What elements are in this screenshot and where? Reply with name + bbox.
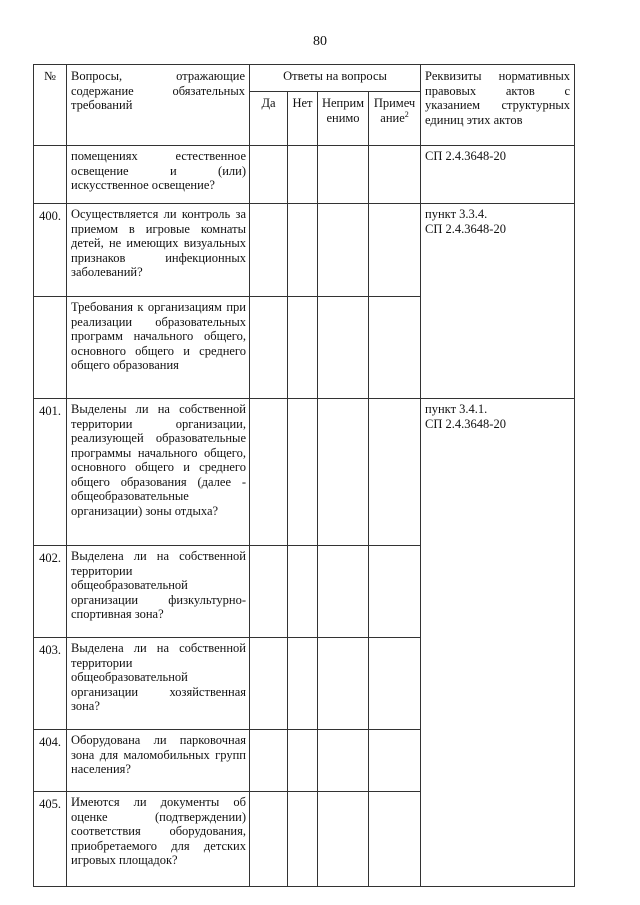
- answer-na-cell[interactable]: [318, 730, 369, 792]
- section-heading: Требования к организациям при реализации образовательных программ начального общего, основного общего и среднего общего образования: [67, 297, 250, 399]
- ref-point: пункт 3.4.1.: [425, 402, 488, 416]
- answer-yes-cell[interactable]: [250, 638, 288, 730]
- header-answers: Ответы на вопросы: [250, 65, 421, 92]
- answer-no-cell[interactable]: [288, 730, 318, 792]
- header-num: №: [34, 65, 67, 146]
- answer-na-cell[interactable]: [318, 638, 369, 730]
- row-number: [34, 297, 67, 399]
- row-question: Осуществляется ли контроль за приемом в игровые комнаты детей, не имеющих визуальных признаков инфекционных заболеваний?: [67, 204, 250, 297]
- header-questions: Вопросы, отражающие содержание обязательных требований: [67, 65, 250, 146]
- answer-na-cell[interactable]: [318, 146, 369, 204]
- answer-yes-cell[interactable]: [250, 792, 288, 887]
- answer-na-cell[interactable]: [318, 204, 369, 297]
- ref-point: пункт 3.3.4.: [425, 207, 488, 221]
- header-yes: Да: [250, 92, 288, 146]
- row-number: 403.: [34, 638, 67, 730]
- table-row: [34, 399, 575, 546]
- answer-note-cell[interactable]: [369, 546, 421, 638]
- row-number: 402.: [34, 546, 67, 638]
- requirements-table: [33, 64, 575, 887]
- ref-act: СП 2.4.3648-20: [425, 221, 506, 236]
- answer-note-cell: [369, 297, 421, 399]
- answer-note-cell[interactable]: [369, 204, 421, 297]
- header-note: [369, 92, 421, 146]
- row-number: 405.: [34, 792, 67, 887]
- answer-yes-cell[interactable]: [250, 730, 288, 792]
- answer-na-cell[interactable]: [318, 792, 369, 887]
- ref-act: СП 2.4.3648-20: [425, 416, 506, 431]
- answer-no-cell[interactable]: [288, 792, 318, 887]
- header-note-sup: 2: [404, 109, 409, 119]
- answer-yes-cell[interactable]: [250, 204, 288, 297]
- row-question: Выделены ли на собственной территории организации, реализующей образовательные программы начального общего, основного общего и среднего общего образования (далее - общеобразовательные организации) зоны отдыха?: [67, 399, 250, 546]
- answer-no-cell[interactable]: [288, 204, 318, 297]
- answer-no-cell: [288, 297, 318, 399]
- row-number: [34, 146, 67, 204]
- answer-na-cell[interactable]: [318, 399, 369, 546]
- header-no: Нет: [288, 92, 318, 146]
- answer-no-cell[interactable]: [288, 146, 318, 204]
- answer-note-cell[interactable]: [369, 146, 421, 204]
- table-row: [34, 146, 575, 204]
- answer-na-cell[interactable]: [318, 546, 369, 638]
- answer-yes-cell[interactable]: [250, 399, 288, 546]
- answer-no-cell[interactable]: [288, 399, 318, 546]
- row-reference: [421, 146, 575, 204]
- answer-note-cell[interactable]: [369, 638, 421, 730]
- page-number: 80: [313, 34, 327, 49]
- row-number: 404.: [34, 730, 67, 792]
- answer-note-cell[interactable]: [369, 792, 421, 887]
- answer-yes-cell[interactable]: [250, 146, 288, 204]
- row-question: Оборудована ли парковочная зона для маломобильных групп населения?: [67, 730, 250, 792]
- answer-note-cell[interactable]: [369, 399, 421, 546]
- row-number: 401.: [34, 399, 67, 546]
- header-refs: Реквизиты нормативных правовых актов с указанием структурных единиц этих актов: [421, 65, 575, 146]
- answer-no-cell[interactable]: [288, 638, 318, 730]
- header-not-applicable: Неприм енимо: [318, 92, 369, 146]
- table-row: [34, 204, 575, 297]
- table-header-row: [34, 65, 575, 92]
- row-reference: [421, 204, 575, 399]
- ref-act: СП 2.4.3648-20: [425, 149, 506, 163]
- row-question: Выделена ли на собственной территории общеобразовательной организации хозяйственная зона?: [67, 638, 250, 730]
- header-note-text: Примеч ание: [373, 96, 416, 125]
- answer-no-cell[interactable]: [288, 546, 318, 638]
- answer-note-cell[interactable]: [369, 730, 421, 792]
- answer-yes-cell[interactable]: [250, 546, 288, 638]
- row-reference: [421, 399, 575, 887]
- row-question: Выделена ли на собственной территории общеобразовательной организации физкультурно-спортивная зона?: [67, 546, 250, 638]
- row-question: помещениях естественное освещение и (или) искусственное освещение?: [67, 146, 250, 204]
- row-question: Имеются ли документы об оценке (подтверждении) соответствия оборудования, приобретаемого для детских игровых площадок?: [67, 792, 250, 887]
- row-number: 400.: [34, 204, 67, 297]
- answer-yes-cell: [250, 297, 288, 399]
- answer-na-cell: [318, 297, 369, 399]
